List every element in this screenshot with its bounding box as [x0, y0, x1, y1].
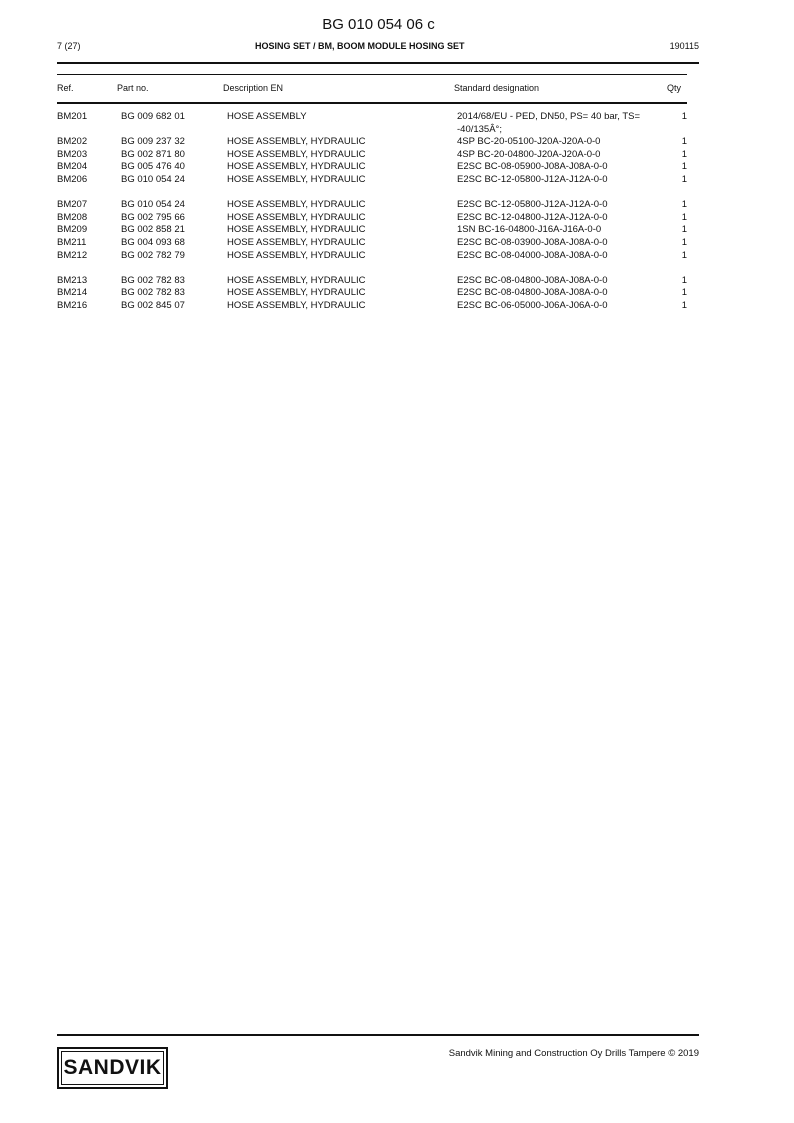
table-header-divider	[57, 102, 687, 104]
cell-qty: 1	[681, 236, 687, 248]
footer-copyright: Sandvik Mining and Construction Oy Drills Tampere © 2019	[448, 1048, 699, 1059]
table-row	[57, 212, 699, 225]
table-row	[57, 250, 699, 263]
table-row	[57, 149, 699, 162]
cell-part-no: BG 010 054 24	[121, 173, 185, 185]
cell-standard: E2SC BC-08-03900-J08A-J08A-0-0	[457, 236, 608, 248]
column-header-ref: Ref.	[57, 83, 74, 93]
cell-standard: 4SP BC-20-05100-J20A-J20A-0-0	[457, 136, 601, 148]
cell-standard: 1SN BC-16-04800-J16A-J16A-0-0	[457, 224, 602, 236]
cell-part-no: BG 002 782 83	[121, 287, 185, 299]
logo-wordmark: SANDVIK	[61, 1051, 164, 1085]
sandvik-logo	[57, 1047, 168, 1089]
cell-part-no: BG 004 093 68	[121, 236, 185, 248]
document-id: BG 010 054 06 c	[322, 16, 435, 33]
column-header-standard: Standard designation	[454, 83, 540, 93]
cell-ref: BM211	[57, 236, 87, 248]
cell-qty: 1	[681, 224, 687, 236]
table-top-divider	[57, 74, 687, 75]
footer-divider	[57, 1034, 699, 1036]
cell-description: HOSE ASSEMBLY, HYDRAULIC	[227, 274, 366, 286]
cell-qty: 1	[681, 148, 687, 160]
cell-description: HOSE ASSEMBLY, HYDRAULIC	[227, 236, 366, 248]
cell-description: HOSE ASSEMBLY, HYDRAULIC	[227, 136, 366, 148]
cell-description: HOSE ASSEMBLY	[227, 111, 307, 122]
cell-description: HOSE ASSEMBLY, HYDRAULIC	[227, 161, 366, 173]
cell-description: HOSE ASSEMBLY, HYDRAULIC	[227, 148, 366, 160]
cell-standard: E2SC BC-08-05900-J08A-J08A-0-0	[457, 161, 608, 173]
cell-part-no: BG 002 858 21	[121, 224, 185, 236]
cell-ref: BM203	[57, 148, 88, 160]
cell-qty: 1	[681, 173, 687, 185]
cell-ref: BM212	[57, 249, 88, 261]
cell-qty: 1	[681, 211, 687, 223]
cell-standard: E2SC BC-12-05800-J12A-J12A-0-0	[457, 199, 608, 211]
cell-qty: 1	[681, 287, 687, 299]
page-header	[57, 41, 699, 55]
cell-ref: BM204	[57, 161, 88, 173]
table-row	[57, 287, 699, 300]
cell-part-no: BG 002 782 83	[121, 274, 185, 286]
header-divider	[57, 62, 699, 64]
cell-ref: BM208	[57, 211, 88, 223]
cell-part-no: BG 010 054 24	[121, 199, 185, 211]
cell-standard: E2SC BC-06-05000-J06A-J06A-0-0	[457, 299, 608, 311]
table-row	[57, 161, 699, 174]
document-title: HOSING SET / BM, BOOM MODULE HOSING SET	[255, 41, 465, 51]
table-row	[57, 300, 699, 313]
cell-qty: 1	[681, 111, 687, 122]
cell-part-no: BG 009 682 01	[121, 111, 185, 122]
cell-qty: 1	[681, 299, 687, 311]
column-header-part-no: Part no.	[117, 83, 149, 93]
cell-ref: BM213	[57, 274, 88, 286]
cell-ref: BM202	[57, 136, 88, 148]
cell-ref: BM206	[57, 173, 88, 185]
table-row	[57, 136, 699, 149]
table-row	[57, 237, 699, 250]
cell-qty: 1	[681, 274, 687, 286]
cell-standard: E2SC BC-08-04000-J08A-J08A-0-0	[457, 249, 608, 261]
cell-description: HOSE ASSEMBLY, HYDRAULIC	[227, 224, 366, 236]
cell-part-no: BG 002 782 79	[121, 249, 185, 261]
document-date: 190115	[669, 41, 699, 51]
cell-standard: E2SC BC-08-04800-J08A-J08A-0-0	[457, 274, 608, 286]
cell-part-no: BG 002 845 07	[121, 299, 185, 311]
cell-description: HOSE ASSEMBLY, HYDRAULIC	[227, 199, 366, 211]
table-row	[57, 224, 699, 237]
cell-qty: 1	[681, 249, 687, 261]
cell-ref: BM209	[57, 224, 88, 236]
cell-ref: BM214	[57, 287, 88, 299]
cell-part-no: BG 002 795 66	[121, 211, 185, 223]
cell-description: HOSE ASSEMBLY, HYDRAULIC	[227, 173, 366, 185]
cell-standard: E2SC BC-08-04800-J08A-J08A-0-0	[457, 287, 608, 299]
cell-description: HOSE ASSEMBLY, HYDRAULIC	[227, 299, 366, 311]
cell-ref: BM216	[57, 299, 88, 311]
cell-part-no: BG 009 237 32	[121, 136, 185, 148]
cell-part-no: BG 005 476 40	[121, 161, 185, 173]
cell-standard: E2SC BC-12-05800-J12A-J12A-0-0	[457, 173, 608, 185]
table-row	[57, 174, 699, 187]
cell-standard: E2SC BC-12-04800-J12A-J12A-0-0	[457, 211, 608, 223]
column-header-qty: Qty	[667, 83, 682, 93]
cell-description: HOSE ASSEMBLY, HYDRAULIC	[227, 287, 366, 299]
cell-ref: BM207	[57, 199, 88, 211]
cell-description: HOSE ASSEMBLY, HYDRAULIC	[227, 249, 366, 261]
cell-ref: BM201	[57, 111, 88, 122]
cell-qty: 1	[681, 136, 687, 148]
cell-standard: 4SP BC-20-04800-J20A-J20A-0-0	[457, 148, 601, 160]
page-number: 7 (27)	[57, 41, 81, 51]
cell-standard: 2014/68/EU - PED, DN50, PS= 40 bar, TS= -40/135Â°;	[457, 111, 641, 135]
table-row	[57, 275, 699, 288]
cell-description: HOSE ASSEMBLY, HYDRAULIC	[227, 211, 366, 223]
parts-table	[57, 111, 699, 313]
table-row	[57, 199, 699, 212]
cell-part-no: BG 002 871 80	[121, 148, 185, 160]
column-header-description: Description EN	[223, 83, 284, 93]
table-row	[57, 111, 699, 136]
cell-qty: 1	[681, 199, 687, 211]
cell-qty: 1	[681, 161, 687, 173]
